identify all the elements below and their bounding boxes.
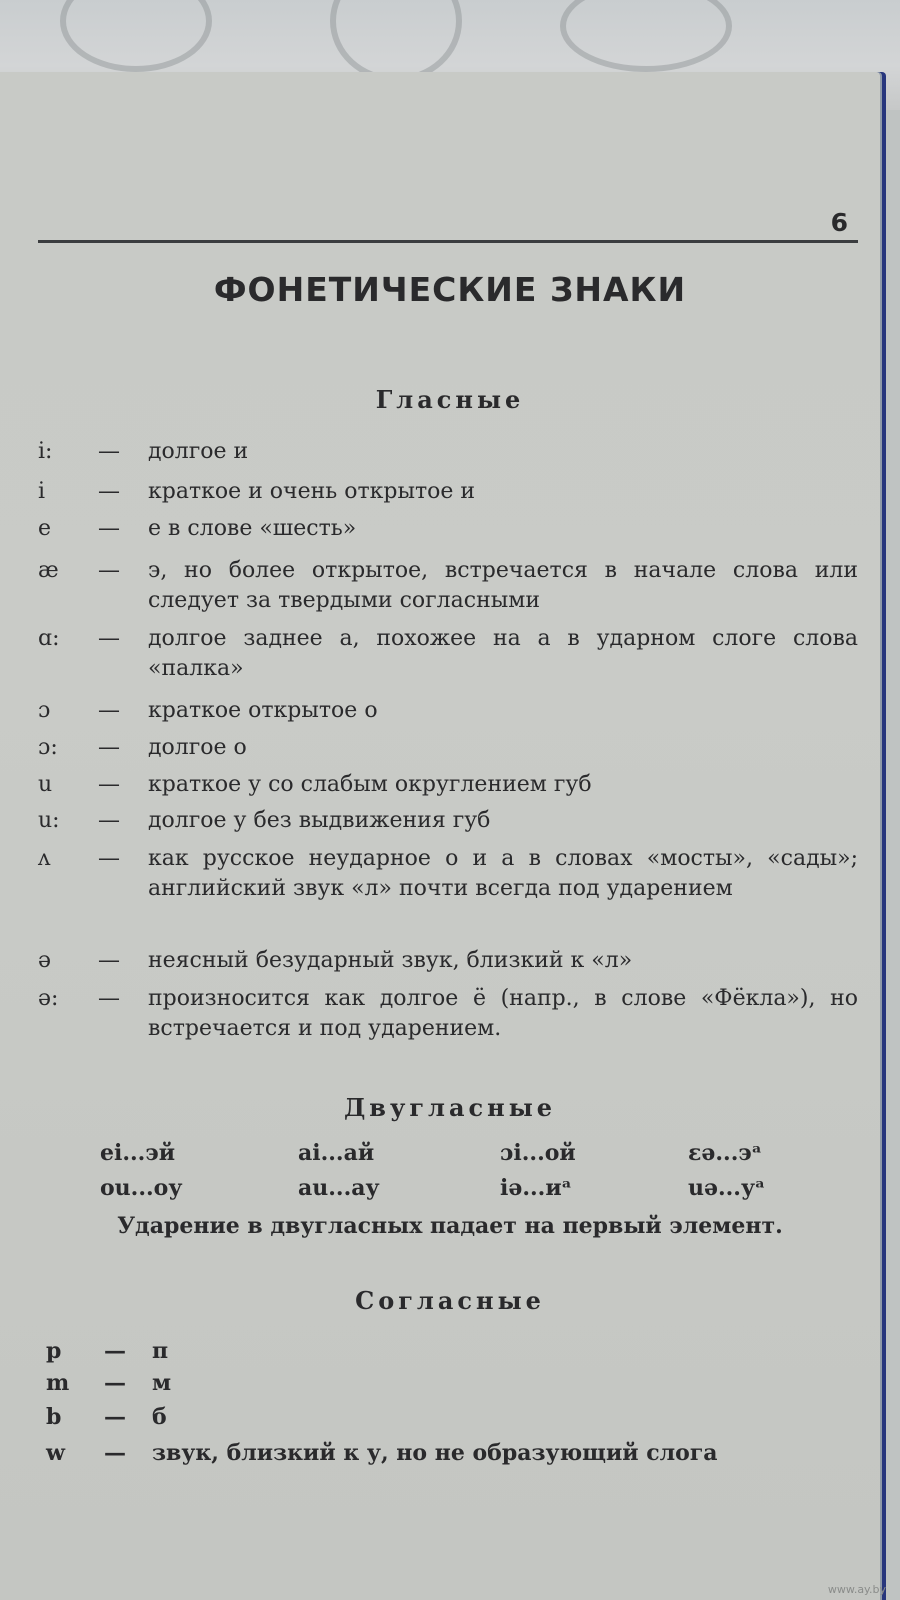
dash: — [104, 1440, 126, 1466]
dash: — [98, 846, 120, 871]
phonetic-symbol: w [46, 1440, 65, 1466]
vowel-description: произносится как долгое ё (напр., в слове «Фёкла»), но встречается и под ударением. [148, 986, 858, 1041]
vowel-description: краткое открытое о [148, 698, 378, 723]
phonetic-symbol: i: [38, 439, 53, 464]
phonetic-symbol: ʌ [38, 846, 51, 871]
dash: — [98, 626, 120, 651]
consonant-description: м [152, 1370, 172, 1396]
dash: — [98, 479, 120, 504]
phonetic-symbol: p [46, 1338, 62, 1364]
dash: — [98, 986, 120, 1011]
diphthong: uə...уᵃ [688, 1175, 766, 1201]
phonetic-symbol: b [46, 1404, 62, 1430]
dash: — [104, 1338, 126, 1364]
vowel-description: краткое и очень открытое и [148, 479, 476, 504]
phonetic-symbol: e [38, 516, 52, 541]
dash: — [98, 516, 120, 541]
vowel-description: долгое у без выдвижения губ [148, 808, 491, 833]
dash: — [98, 948, 120, 973]
fabric-pattern [60, 0, 212, 72]
diphthong: au...ау [298, 1175, 380, 1201]
phonetic-symbol: ə [38, 948, 52, 973]
vowel-description: долгое о [148, 735, 247, 760]
phonetic-symbol: u: [38, 808, 60, 833]
phonetic-symbol: ə: [38, 986, 59, 1011]
vowel-description: э, но более открытое, встречается в начале слова или следует за твердыми согласными [148, 558, 858, 613]
phonetic-symbol: u [38, 772, 53, 797]
vowel-description: долгое и [148, 439, 249, 464]
watermark: www.ay.by [827, 1583, 886, 1596]
fabric-pattern [330, 0, 462, 82]
dash: — [98, 808, 120, 833]
diphthong: ɛə...эᵃ [688, 1140, 762, 1166]
consonants-heading: Согласные [355, 1286, 545, 1315]
diphthongs-heading: Двугласные [343, 1093, 557, 1122]
diphthong: iə...иᵃ [500, 1175, 572, 1201]
header-rule [38, 240, 858, 243]
phonetic-symbol: æ [38, 558, 59, 583]
diphthong: ai...ай [298, 1140, 375, 1166]
dash: — [104, 1404, 126, 1430]
consonant-description: п [152, 1338, 169, 1364]
consonant-description: б [152, 1404, 167, 1430]
vowel-description: долгое заднее а, похожее на а в ударном слоге слова «палка» [148, 626, 858, 681]
dash: — [98, 558, 120, 583]
phonetic-symbol: ɑ: [38, 626, 60, 651]
fabric-pattern [560, 0, 732, 72]
vowel-description: е в слове «шесть» [148, 516, 357, 541]
diphthong: ɔi...ой [500, 1140, 576, 1166]
vowels-heading: Гласные [375, 385, 525, 414]
dash: — [98, 772, 120, 797]
phonetic-symbol: ɔ [38, 698, 51, 723]
page-title: ФОНЕТИЧЕСКИЕ ЗНАКИ [213, 270, 687, 309]
dash: — [98, 698, 120, 723]
page-number: 6 [830, 208, 848, 237]
diphthong: ou...оу [100, 1175, 183, 1201]
vowel-description: краткое у со слабым округлением губ [148, 772, 592, 797]
dash: — [98, 735, 120, 760]
phonetic-symbol: ɔ: [38, 735, 58, 760]
phonetic-symbol: i [38, 479, 46, 504]
vowel-description: неясный безударный звук, близкий к «л» [148, 948, 633, 973]
diphthong: ei...эй [100, 1140, 176, 1166]
phonetic-symbol: m [46, 1370, 70, 1396]
stress-note: Ударение в двугласных падает на первый элемент. [117, 1213, 783, 1239]
dash: — [104, 1370, 126, 1396]
dash: — [98, 439, 120, 464]
vowel-description: как русское неударное о и а в словах «мосты», «сады»; английский звук «л» почти всегда под ударением [148, 846, 858, 901]
consonant-description: звук, близкий к у, но не образующий слога [152, 1440, 718, 1466]
